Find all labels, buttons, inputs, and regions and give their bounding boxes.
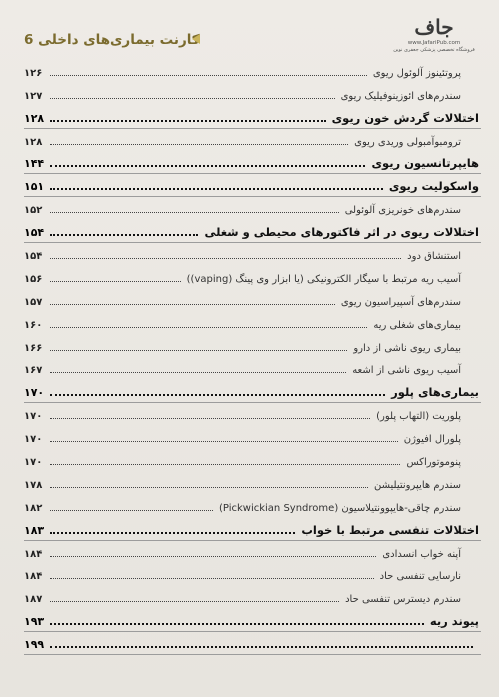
toc-entry-title: پنوموتوراکس xyxy=(406,457,461,469)
toc-page-number: ۱۶۰ xyxy=(24,319,43,331)
toc-page-number: ۱۵۴ xyxy=(24,226,45,240)
dotted-leader xyxy=(50,556,376,557)
toc-entry-title: پروتئینوز آلوئول ریوی xyxy=(372,67,461,79)
toc-entry-title: بیماری ریوی ناشی از دارو xyxy=(353,342,461,354)
toc-entry-title: استنشاق دود xyxy=(407,251,461,263)
dotted-leader xyxy=(50,487,368,488)
dotted-leader xyxy=(50,510,213,511)
dotted-leader xyxy=(50,394,385,396)
toc-entry-row xyxy=(24,243,481,266)
dotted-leader xyxy=(50,464,400,465)
toc-section-row xyxy=(24,632,481,655)
dotted-leader xyxy=(50,646,473,648)
toc-page-number: ۱۵۴ xyxy=(24,251,43,263)
toc-entry-title: واسکولیت ریوی xyxy=(388,179,479,194)
table-of-contents xyxy=(24,60,481,655)
dotted-leader xyxy=(50,350,347,351)
toc-page-number: ۱۵۷ xyxy=(24,296,43,308)
dotted-leader xyxy=(50,418,370,419)
toc-entry-row xyxy=(24,449,481,472)
toc-page-number: ۱۹۹ xyxy=(24,638,45,652)
toc-entry-title: هایپرتانسیون ریوی xyxy=(371,156,479,171)
toc-entry-row xyxy=(24,129,481,152)
toc-entry-row xyxy=(24,472,481,495)
dotted-leader xyxy=(50,144,348,145)
toc-entry-row xyxy=(24,60,481,83)
dotted-leader xyxy=(50,304,335,305)
logo-subtitle: فروشگاه تخصصی پزشکی جعفری نوین xyxy=(393,47,475,53)
toc-entry-row xyxy=(24,335,481,358)
publisher-logo-mark xyxy=(399,14,469,40)
toc-page-number: ۱۵۲ xyxy=(24,205,43,217)
publisher-logo xyxy=(391,14,477,60)
toc-entry-title: بیماری‌های شغلی ریه xyxy=(373,319,461,331)
toc-entry-title: سندرم چاقی-هایپوونتیلاسیون (Pickwickian Syndrome) xyxy=(219,502,461,514)
dotted-leader xyxy=(50,372,346,373)
dotted-leader xyxy=(50,165,365,167)
toc-entry-row xyxy=(24,358,481,381)
dotted-leader xyxy=(50,188,383,190)
toc-entry-row xyxy=(24,266,481,289)
toc-entry-row xyxy=(24,83,481,106)
toc-page-number: ۱۸۲ xyxy=(24,502,43,514)
arrow-left-icon xyxy=(192,34,200,44)
toc-page-number: ۱۹۳ xyxy=(24,615,45,629)
dotted-leader xyxy=(50,623,424,625)
toc-section-row xyxy=(24,220,481,243)
toc-page-number: ۱۴۴ xyxy=(24,157,45,171)
logo-wordmark: جاف xyxy=(414,15,454,39)
dotted-leader xyxy=(50,578,374,579)
running-title: کارنت بیماری‌های داخلی 6 xyxy=(24,32,200,48)
dotted-leader xyxy=(50,98,335,99)
toc-entry-row xyxy=(24,312,481,335)
toc-section-row xyxy=(24,152,481,175)
dotted-leader xyxy=(50,212,339,213)
toc-entry-row xyxy=(24,403,481,426)
toc-entry-row xyxy=(24,197,481,220)
dotted-leader xyxy=(50,601,339,602)
toc-page-number: ۱۷۰ xyxy=(24,457,43,469)
dotted-leader xyxy=(50,120,326,122)
toc-page-number: ۱۲۸ xyxy=(24,111,45,125)
toc-section-row xyxy=(24,518,481,541)
toc-page-number: ۱۲۶ xyxy=(24,67,43,79)
toc-page-number: ۱۵۶ xyxy=(24,273,43,285)
toc-section-row xyxy=(24,609,481,632)
toc-entry-title xyxy=(473,651,481,655)
toc-section-row xyxy=(24,174,481,197)
toc-page-number: ۱۸۷ xyxy=(24,594,43,606)
toc-page-number: ۱۸۳ xyxy=(24,523,45,537)
toc-entry-title: اختلالات گردش خون ریوی xyxy=(331,110,479,125)
toc-entry-title: سندرم‌های آسپیراسیون ریوی xyxy=(340,296,461,308)
toc-entry-row xyxy=(24,586,481,609)
toc-section-row xyxy=(24,106,481,129)
toc-page-number: ۱۷۰ xyxy=(24,434,43,446)
toc-entry-row xyxy=(24,564,481,587)
dotted-leader xyxy=(50,441,398,442)
toc-entry-title: نارسایی تنفسی حاد xyxy=(379,571,461,583)
toc-page-number: ۱۷۰ xyxy=(24,411,43,423)
toc-entry-row xyxy=(24,289,481,312)
toc-page-number: ۱۷۰ xyxy=(24,386,45,400)
toc-entry-title: بیماری‌های پلور xyxy=(391,385,479,400)
toc-section-row xyxy=(24,380,481,403)
toc-entry-title: آسیب ریه مرتبط با سیگار الکترونیکی (یا ابزار وی پینگ (vaping)) xyxy=(186,273,461,285)
dotted-leader xyxy=(50,327,367,328)
toc-entry-title: سندرم دیسترس تنفسی حاد xyxy=(345,594,461,606)
logo-website: www.JafariPub.com xyxy=(407,40,461,46)
toc-entry-title: سندرم هایپرونتیلیشن xyxy=(374,479,461,491)
toc-entry-title: آپنه خواب انسدادی xyxy=(382,548,461,560)
toc-entry-title: سندرم‌های ائوزینوفیلیک ریوی xyxy=(340,90,461,102)
dotted-leader xyxy=(50,281,181,282)
toc-page-number: ۱۵۱ xyxy=(24,180,45,194)
dotted-leader xyxy=(50,258,401,259)
toc-page-number: ۱۲۸ xyxy=(24,136,43,148)
toc-entry-title: پیوند ریه xyxy=(429,614,479,629)
toc-page-number: ۱۸۴ xyxy=(24,548,43,560)
toc-page-number: ۱۸۴ xyxy=(24,571,43,583)
toc-entry-title: اختلالات ریوی در اثر فاکتورهای محیطی و شغلی xyxy=(204,225,479,240)
toc-page-number: ۱۷۸ xyxy=(24,479,43,491)
dotted-leader xyxy=(50,532,295,534)
toc-entry-row xyxy=(24,495,481,518)
toc-page-number: ۱۶۷ xyxy=(24,365,43,377)
toc-entry-title: پلوریت (التهاب پلور) xyxy=(376,411,461,423)
toc-entry-title: آسیب ریوی ناشی از اشعه xyxy=(352,365,461,377)
toc-page-number: ۱۲۷ xyxy=(24,90,43,102)
toc-entry-row xyxy=(24,541,481,564)
toc-page-number: ۱۶۶ xyxy=(24,342,43,354)
toc-entry-title: ترومبوآمبولی وریدی ریوی xyxy=(354,136,461,148)
toc-entry-title: پلورال افیوژن xyxy=(403,434,461,446)
dotted-leader xyxy=(50,75,367,76)
toc-entry-row xyxy=(24,426,481,449)
toc-entry-title: اختلالات تنفسی مرتبط با خواب xyxy=(301,522,479,537)
dotted-leader xyxy=(50,234,198,236)
toc-entry-title: سندرم‌های خونریزی آلوئولی xyxy=(344,205,461,217)
page-header xyxy=(18,14,483,58)
